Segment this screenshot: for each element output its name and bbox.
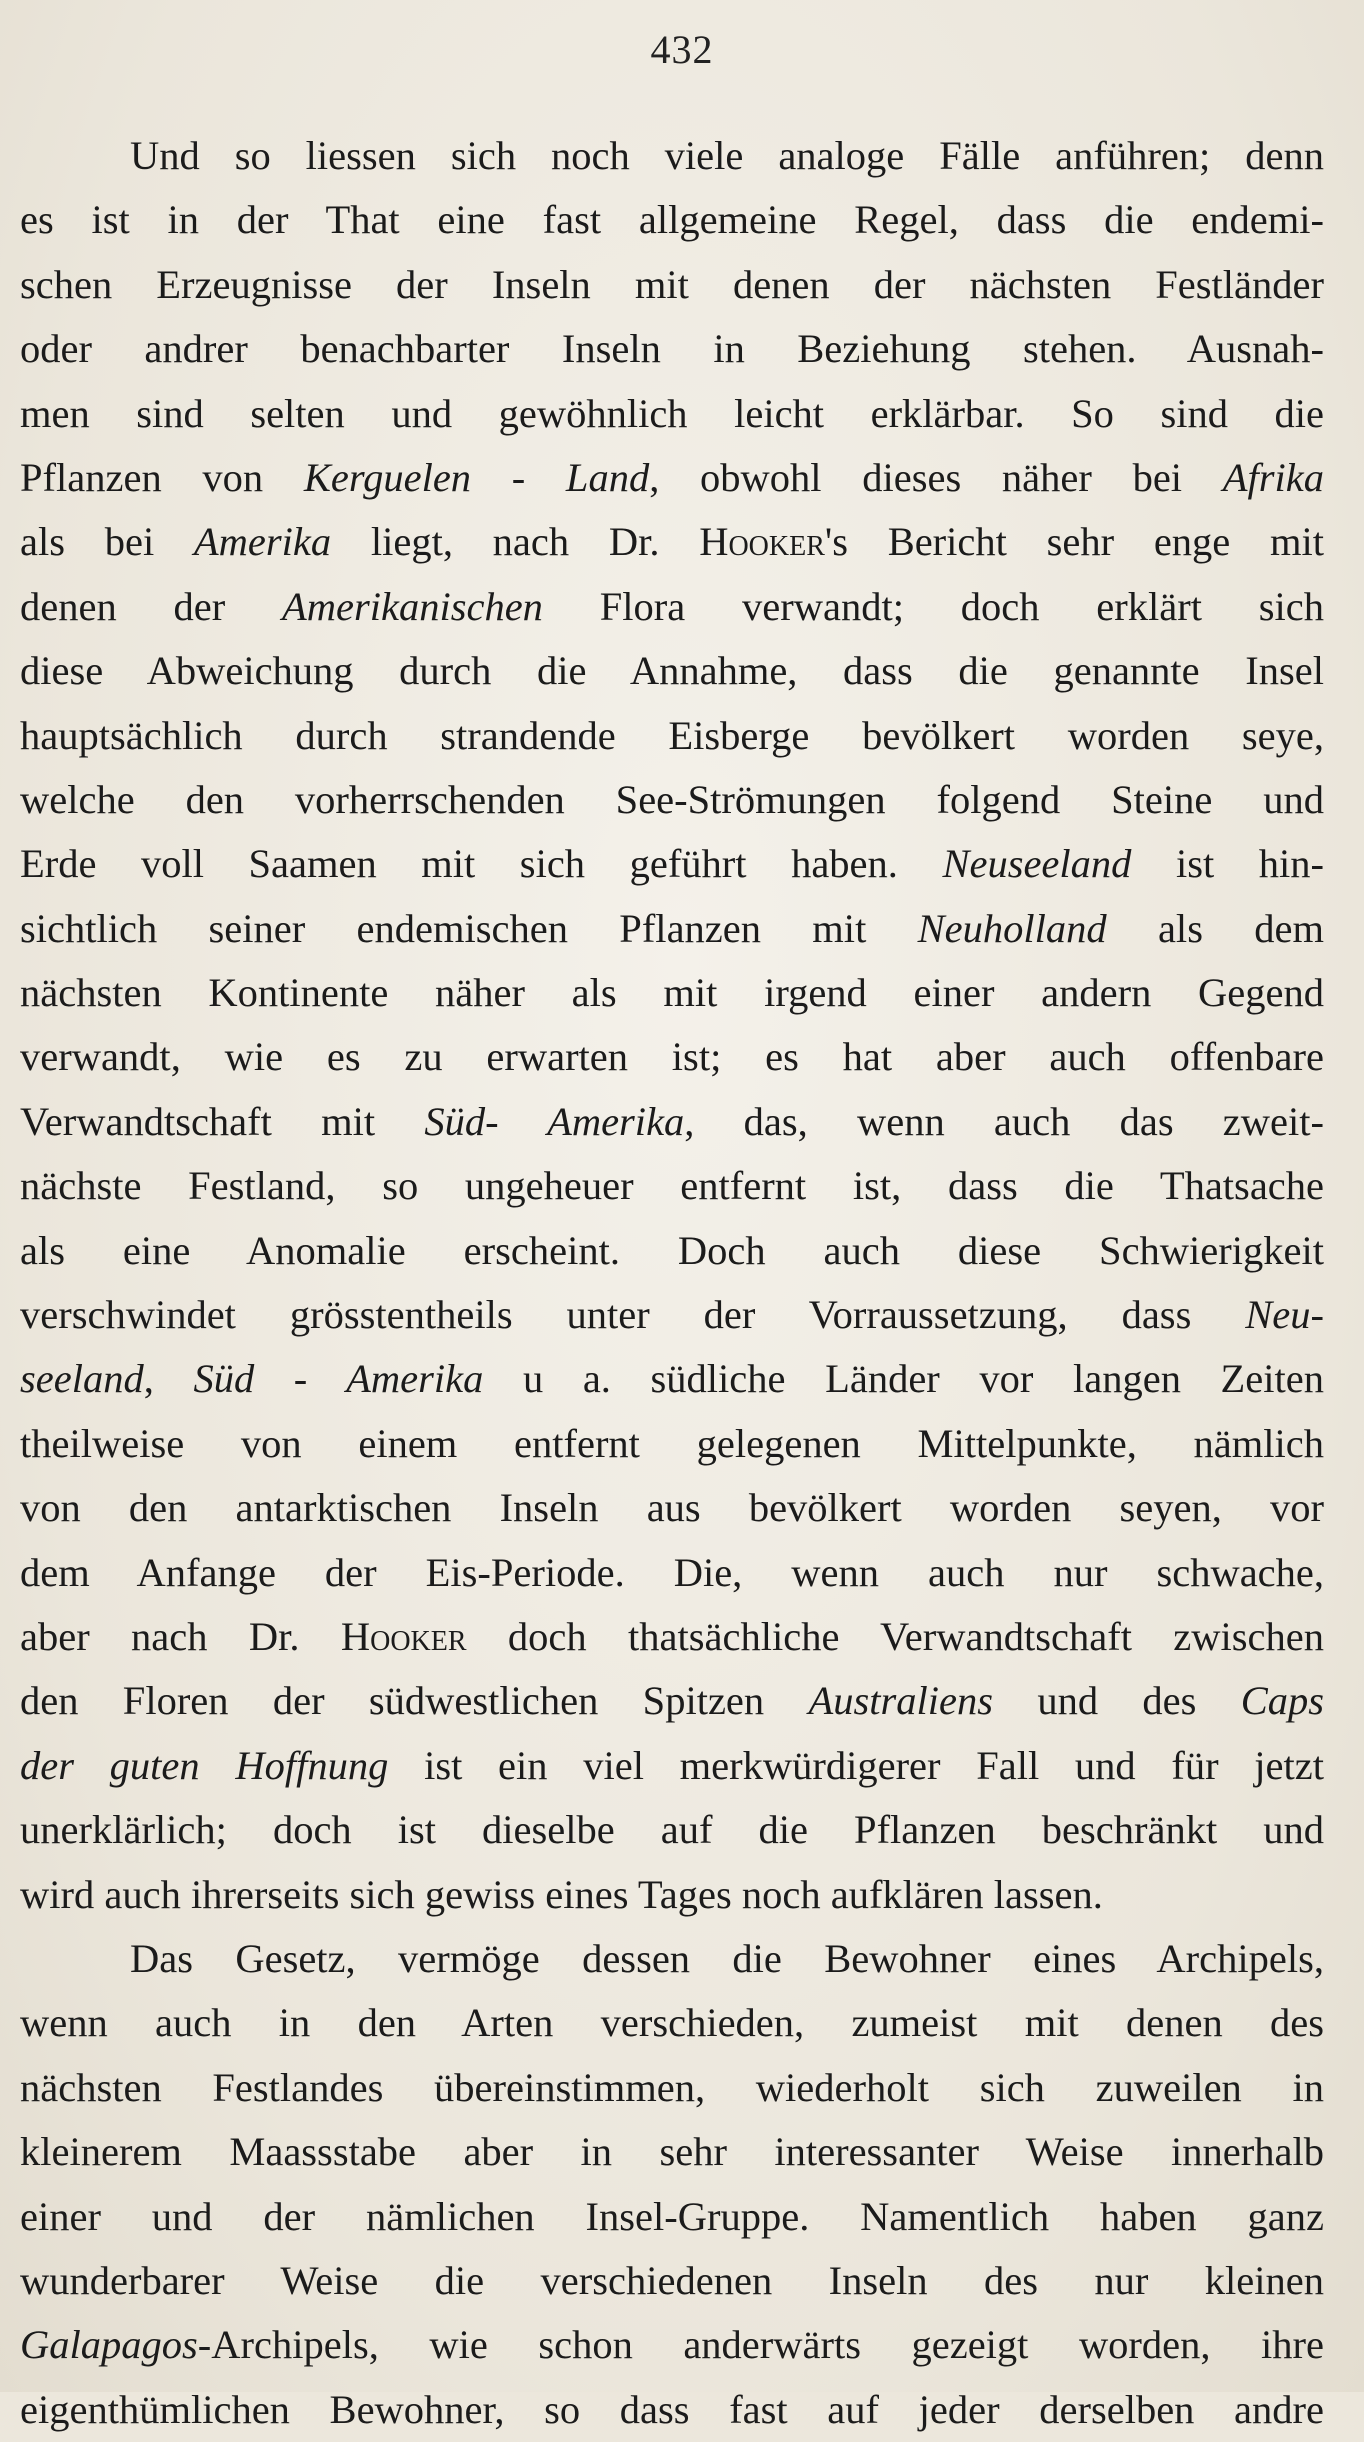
text-segment: -Archipels, wie schon anderwärts gezeigt worden, ihre <box>197 2322 1324 2368</box>
italic-text: Caps <box>1240 1678 1324 1724</box>
text-segment: ist ein viel merkwürdigerer Fall und für jetzt <box>388 1742 1324 1788</box>
text-line <box>20 2313 1324 2377</box>
text-segment: wunderbarer Weise die verschiedenen Inseln des nur kleinen <box>20 2257 1324 2303</box>
text-segment: als eine Anomalie erscheint. Doch auch diese Schwierigkeit <box>20 1227 1324 1273</box>
text-segment: kleinerem Maassstabe aber in sehr interessanter Weise innerhalb <box>20 2129 1324 2175</box>
text-segment: sichtlich seiner endemischen Pflanzen mit <box>20 905 918 951</box>
italic-text: Australiens <box>808 1678 993 1724</box>
text-segment: doch thatsächliche Verwandtschaft zwischen <box>466 1613 1324 1659</box>
text-segment: Erde voll Saamen mit sich geführt haben. <box>20 841 943 887</box>
text-line <box>20 639 1324 703</box>
text-line <box>20 1669 1324 1733</box>
text-line <box>20 1863 1324 1927</box>
text-segment: unerklärlich; doch ist dieselbe auf die Pflanzen beschränkt und <box>20 1807 1324 1853</box>
text-segment: men sind selten und gewöhnlich leicht erklärbar. So sind die <box>20 390 1324 436</box>
italic-text: Afrika <box>1222 454 1324 500</box>
text-line <box>20 2378 1324 2442</box>
text-line <box>20 1605 1324 1669</box>
text-line <box>20 317 1324 381</box>
italic-text: Kerguelen - Land <box>303 454 650 500</box>
text-segment: als dem <box>1106 905 1324 951</box>
italic-text: der guten Hoffnung <box>20 1742 389 1788</box>
text-segment: liegt, nach Dr. <box>331 519 700 565</box>
text-segment: ist hin- <box>1131 841 1324 887</box>
text-line <box>20 768 1324 832</box>
text-line <box>20 124 1324 188</box>
text-line <box>20 1412 1324 1476</box>
text-segment: einer und der nämlichen Insel-Gruppe. Namentlich haben ganz <box>20 2193 1324 2239</box>
text-segment: schen Erzeugnisse der Inseln mit denen der nächsten Festländer <box>20 261 1324 307</box>
text-line <box>20 1734 1324 1798</box>
text-segment: und des <box>993 1678 1241 1724</box>
text-segment: oder andrer benachbarter Inseln in Beziehung stehen. Ausnah- <box>20 326 1324 372</box>
text-segment: welche den vorherrschenden See-Strömungen folgend Steine und <box>20 776 1324 822</box>
text-segment: , das, wenn auch das zweit- <box>684 1098 1324 1144</box>
italic-text: Neu- <box>1245 1292 1324 1338</box>
italic-text: Amerikanischen <box>282 583 543 629</box>
text-line <box>20 1219 1324 1283</box>
text-segment: wird auch ihrerseits sich gewiss eines Tages noch aufklären lassen. <box>20 1871 1103 1917</box>
text-segment: nächsten Festlandes übereinstimmen, wiederholt sich zuweilen in <box>20 2064 1324 2110</box>
text-line <box>20 575 1324 639</box>
text-segment: nächste Festland, so ungeheuer entfernt ist, dass die Thatsache <box>20 1163 1324 1209</box>
body-text <box>20 124 1324 2442</box>
text-segment: diese Abweichung durch die Annahme, dass die genannte Insel <box>20 648 1324 694</box>
italic-text: Süd - Amerika <box>193 1356 484 1402</box>
italic-text: Galapagos <box>20 2322 198 2368</box>
text-segment: , <box>143 1356 194 1402</box>
text-segment: Pflanzen von <box>20 454 304 500</box>
text-segment: eigenthümlichen Bewohner, so dass fast auf jeder derselben andre <box>20 2386 1324 2432</box>
paragraph <box>20 124 1324 1927</box>
text-line <box>20 961 1324 1025</box>
text-line <box>20 1347 1324 1411</box>
text-segment: theilweise von einem entfernt gelegenen Mittelpunkte, nämlich <box>20 1420 1324 1466</box>
small-caps-name: Hooker <box>340 1613 467 1659</box>
text-line <box>20 1025 1324 1089</box>
text-line <box>20 382 1324 446</box>
text-segment: aber nach Dr. <box>20 1613 341 1659</box>
text-segment: verschwindet grösstentheils unter der Vorraussetzung, dass <box>20 1292 1246 1338</box>
text-line <box>20 2120 1324 2184</box>
text-segment: den Floren der südwestlichen Spitzen <box>20 1678 809 1724</box>
text-line <box>20 1991 1324 2055</box>
text-line <box>20 1541 1324 1605</box>
text-segment: denen der <box>20 583 283 629</box>
page-number: 432 <box>650 27 714 72</box>
text-line <box>20 704 1324 768</box>
italic-text: Neuholland <box>917 905 1107 951</box>
text-line <box>20 1090 1324 1154</box>
text-segment: verwandt, wie es zu erwarten ist; es hat aber auch offenbare <box>20 1034 1324 1080</box>
text-line <box>20 897 1324 961</box>
text-line <box>20 1798 1324 1862</box>
text-segment: dem Anfange der Eis-Periode. Die, wenn auch nur schwache, <box>20 1549 1324 1595</box>
text-segment: es ist in der That eine fast allgemeine Regel, dass die endemi- <box>20 197 1324 243</box>
text-segment: , obwohl dieses näher bei <box>649 454 1223 500</box>
italic-text: Neuseeland <box>942 841 1132 887</box>
text-line <box>20 2249 1324 2313</box>
text-line <box>20 2056 1324 2120</box>
small-caps-name: Hooker <box>699 519 825 565</box>
text-line <box>20 253 1324 317</box>
text-line <box>20 1476 1324 1540</box>
text-segment: u a. südliche Länder vor langen Zeiten <box>483 1356 1324 1402</box>
text-segment: wenn auch in den Arten verschieden, zumeist mit denen des <box>20 2000 1324 2046</box>
text-segment: 's Bericht sehr enge mit <box>824 519 1324 565</box>
text-segment: Das Gesetz, vermöge dessen die Bewohner eines Archipels, <box>130 1935 1324 1981</box>
paragraph <box>20 1927 1324 2442</box>
text-segment: hauptsächlich durch strandende Eisberge bevölkert worden seye, <box>20 712 1324 758</box>
text-line <box>20 1283 1324 1347</box>
text-line <box>20 1154 1324 1218</box>
italic-text: Amerika <box>193 519 332 565</box>
text-line <box>20 510 1324 574</box>
text-line <box>20 832 1324 896</box>
text-line <box>20 446 1324 510</box>
text-segment: nächsten Kontinente näher als mit irgend einer andern Gegend <box>20 970 1324 1016</box>
italic-text: Süd- Amerika <box>424 1098 685 1144</box>
text-segment: Flora verwandt; doch erklärt sich <box>542 583 1324 629</box>
text-segment: Und so liessen sich noch viele analoge Fälle anführen; denn <box>130 133 1324 178</box>
italic-text: seeland <box>20 1356 144 1402</box>
text-segment: Verwandtschaft mit <box>20 1098 425 1144</box>
text-segment: von den antarktischen Inseln aus bevölkert worden seyen, vor <box>20 1485 1324 1531</box>
text-segment: als bei <box>20 519 194 565</box>
text-line <box>20 2185 1324 2249</box>
text-line <box>20 188 1324 252</box>
text-line <box>20 1927 1324 1991</box>
